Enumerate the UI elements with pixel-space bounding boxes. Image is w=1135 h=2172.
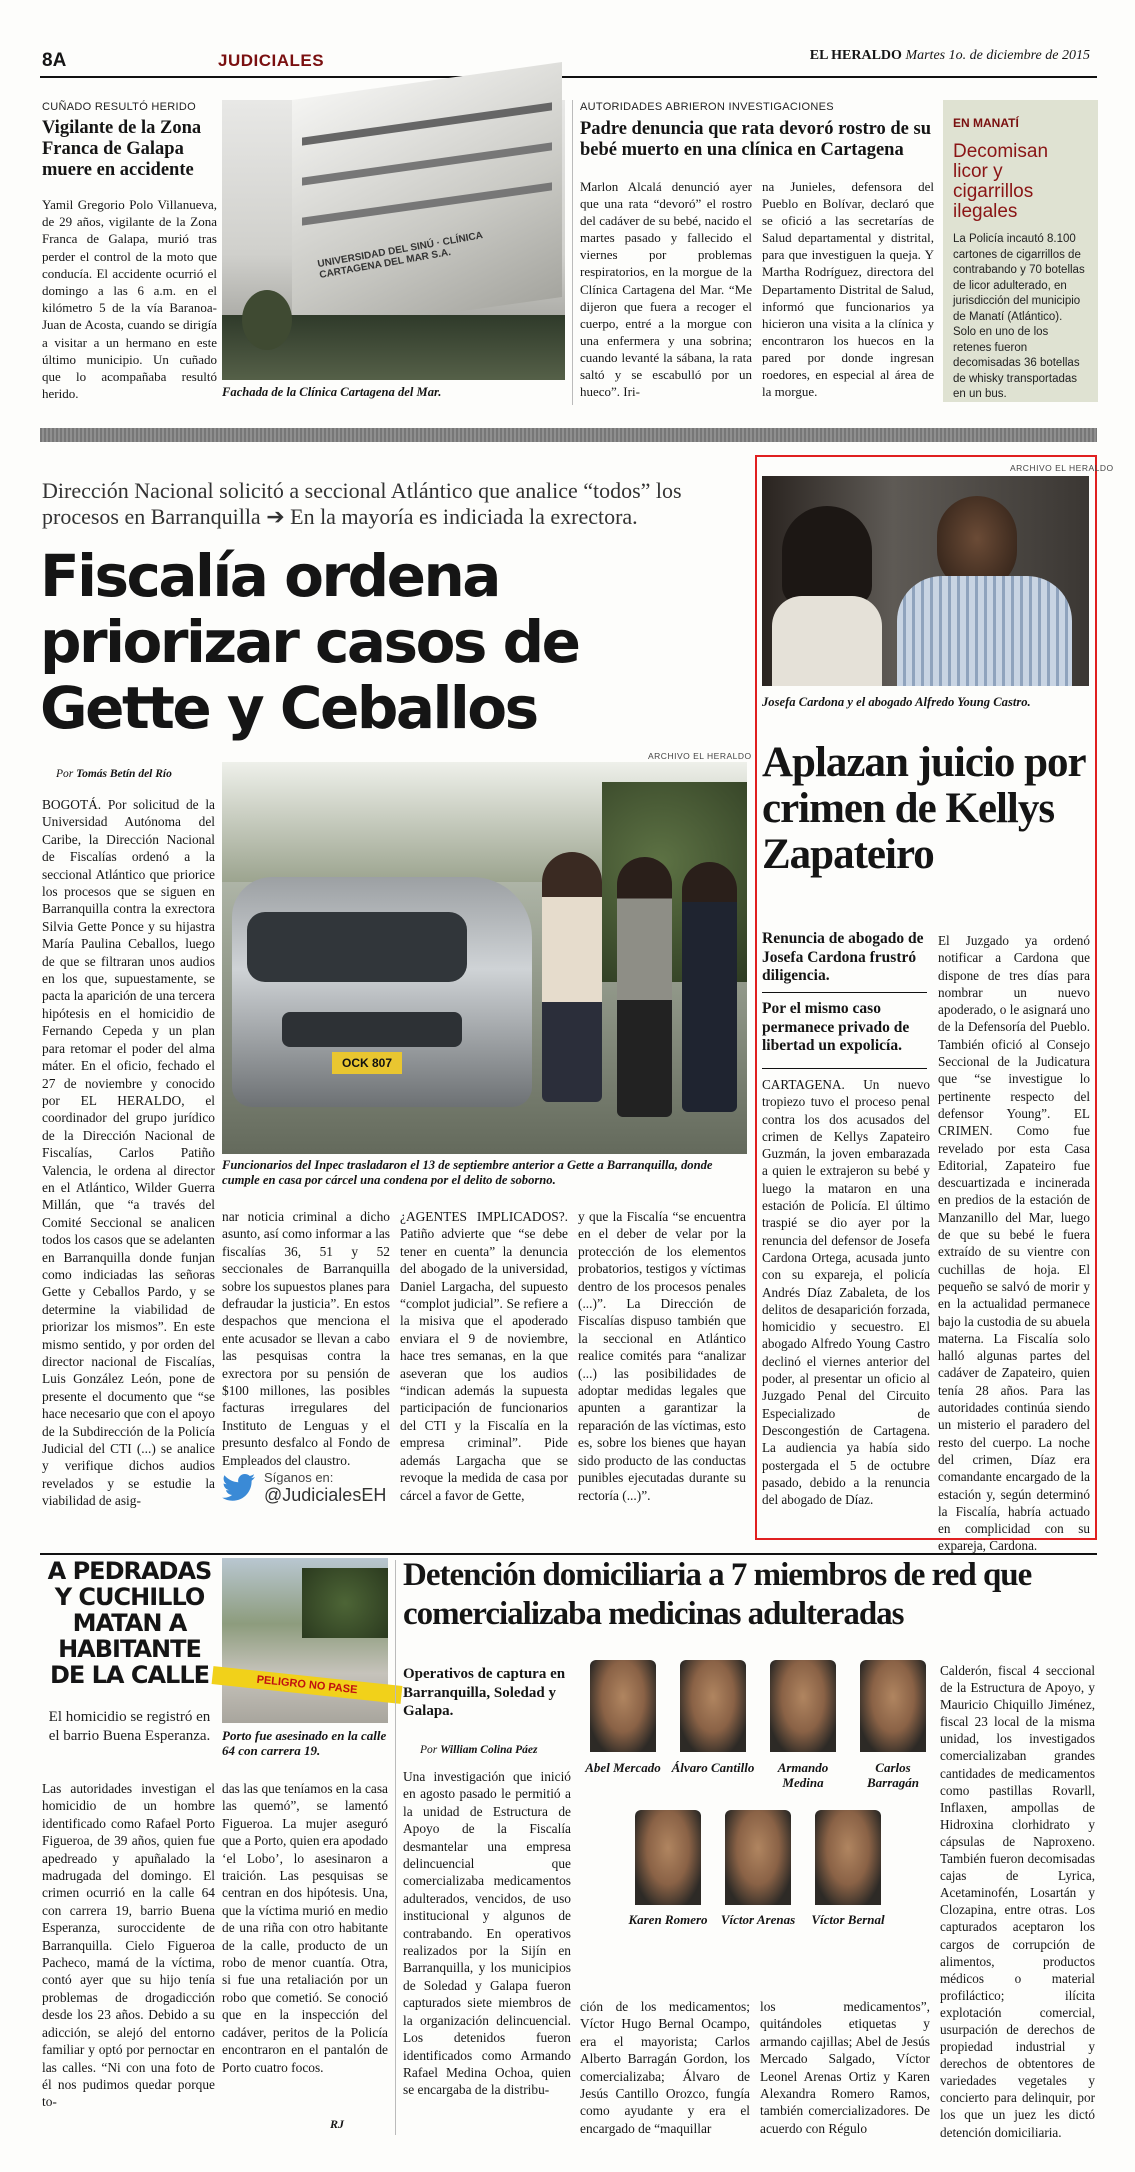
pedradas-headline: A PEDRADAS Y CUCHILLO MATAN A HABITANTE DE LA CALLE [47,1557,212,1689]
main-col2: nar noticia criminal a dicho asunto, así como informar a las fiscalías 36, 51 y 52 seccionales de Barranquilla sobre los supuestos planes para defraudar la justicia”. En estos despachos que menciona el ente acusador se llevan a cabo las pesquisas contra la exrectora por su pensión de $100 millones, las posibles facturas irregulares del Instituto de Lenguas y el presunto desfalco al Fondo de Empleados del claustro. [222,1209,390,1468]
sidebar-col1: CARTAGENA. Un nuevo tropiezo tuvo el proceso penal contra los dos acusados del crimen de Kellys Zapateiro Guzmán, la joven embarazada a quien le extrajeron su bebé y luego la mataron en una estación de Policía. El último traspié se dio ayer por la renuncia del defensor de Josefa Cardona Ortega, acusada junto con su expareja, el policía Andrés Díaz Zabaleta, de los delitos de desaparición forzada, homicidio y secuestro. El abogado Alfredo Young Castro declinó el viernes anterior del poder, al presentar un oficio al Juzgado Penal del Circuito Especializado de Descongestión de Cartagena. La audiencia ya había sido postergada el 5 de octubre pasado, debido a la renuncia del abogado de Díaz. [762,1077,930,1508]
byline-name: Tomás Betín del Río [76,768,172,780]
detencion-byline-name: William Colina Páez [440,1744,538,1756]
section-name: JUDICIALES [218,51,325,70]
clinic-photo [222,100,565,380]
detencion-col1: Una investigación que inició en agosto pasado le permitió a la unidad de Estructura de Apoyo de la Fiscalía desmantelar una empresa delincuencial que comercializaba medicamentos adulterados, vencidos, de uso institucional y algunos de contrabando. En operativos realizados por la Sijín en Barranquilla, y los municipios de Soledad y Galapa fueron capturados siete miembros de la organización delincuencial. Los detenidos fueron identificados como Armando Rafael Medina Ochoa, quien se encargaba de la distribu- [403,1769,571,2098]
main-deck: Dirección Nacional solicitó a seccional Atlántico que analice “todos” los procesos en Barranquilla ➔ En la mayoría es indiciada la exrectora. [42,478,682,529]
main-byline [56,768,172,780]
social-handle: @JudicialesEH [264,1485,387,1505]
suspect-label-4: Carlos Barragán [866,1760,920,1790]
byline-prefix: Por [56,768,74,780]
detencion-col4: Calderón, fiscal 4 seccional de la Estructura de Apoyo, y Mauricio Chiquillo Jiménez, fiscal 23 local de la misma unidad, los investigados comercializaban grandes cantidades de medicamentos como pastillas Rovarll, Inflaxen, ampollas de Hidroxina clorhidrato y cápsulas de Naproxeno. También fueron decomisadas cajas de Lyrica, Acetaminofén, Losartán y Clozapina, entre otras. Los capturados aceptaron los cargos de corrupción de alimentos, productos médicos o material profiláctico; ilícita explotación comercial, usurpación de derechos de propiedad industrial y derechos de obtentores de variedades vegetales y concierto para delinquir, por los que un juez les dictó detención domiciliaria. [940,1663,1095,2140]
mugshot-carlos-barragan [860,1660,926,1752]
sidebar-caption: Josefa Cardona y el abogado Alfredo Young Castro. [762,695,1031,709]
social-label: Síganos en: [264,1470,334,1485]
pedradas-deck: El homicidio se registró en el barrio Buena Esperanza. [48,1709,211,1744]
twitter-bird-icon [222,1474,256,1502]
sidebar-sub-rule [762,992,927,993]
story2-kicker: AUTORIDADES ABRIERON INVESTIGACIONES [580,101,834,113]
main-col3: ¿AGENTES IMPLICADOS?. Patiño advierte que “se debe tener en cuenta” la denuncia del abogado de la universidad, Daniel Largacha, del supuesto “complot judicial”. Se refiere a la misiva que el apoderado enviara el 9 de noviembre, hace tres semanas, en la que aseveran que los audios “indican además la supuesta participación de funcionarios del CTI y la Fiscalía en la empresa criminal”. Pide además Largacha que se revoque la medida de casa por cárcel a favor de Gette, [400,1209,568,1503]
pedradas-col2: das las que teníamos en la casa las quemó”, se lamentó Figueroa. La mujer aseguró que a Porto, quien era apodado ‘el Lobo’, lo asesinaron a traición. Las pesquisas se centran en dos hipótesis. Una, que la víctima murió en medio de una riña con otro habitante de la calle, producto de un robo de menor cuantía. Otra, si fue una retaliación por un robo que cometió. Se conoció que en la inspección del cadáver, peritos de la Policía encontraron en el pantalón de Porto cuatro focos. [222,1781,388,2075]
main-col4: y que la Fiscalía “se encuentra en el deber de velar por la protección de los elementos probatorios, testigos y víctimas dentro de los procesos penales (...)”. La Dirección de Fiscalías dispuso también que la seccional en Atlántico realice comités para “analizar (...) las posibilidades de adoptar medidas legales que apunten a garantizar la reparación de las víctimas, esto es, sobre los bienes que hayan sido producto de las conductas punibles ejecutadas durante su rectoría (...)”. [578,1209,746,1503]
story1-kicker: CUÑADO RESULTÓ HERIDO [42,101,196,113]
suspect-label-3: Armando Medina [777,1760,829,1790]
manati-box [943,100,1098,402]
divider-2 [395,1560,396,2135]
sidebar-sub1: Renuncia de abogado de Josefa Cardona frustró diligencia. [762,930,924,984]
page-number: 8A [42,50,67,71]
divider-1 [572,100,573,405]
header-rule [40,76,1097,78]
story1-caption: Fachada de la Clínica Cartagena del Mar. [222,385,442,399]
story2-col1: Marlon Alcalá denunció ayer que una rata “devoró” el rostro del cadáver de su bebé, nacido el martes pasado y fallecido el viernes por problemas respiratorios, en la morgue de la Clínica Cartagena del Mar. “Me dijeron que fuera a recoger el cuerpo, entré a la morgue con una enfermera y una sobrina; cuando levanté la sábana, la rata saltó y se escabulló por un hueco”. Iri- [580,179,752,400]
story1-headline: Vigilante de la Zona Franca de Galapa muere en accidente [42,118,202,180]
suspect-label-1: Abel Mercado [585,1760,661,1775]
detencion-col2: ción de los medicamentos; Víctor Hugo Bernal Ocampo, era el mayorista; Carlos Alberto Barragán Gordon, los comercializaba; Álvaro de Jesús Cantillo Orozco, fungía como ayudante y era el encargado de “maquillar [580,1999,750,2136]
clinic-sign: UNIVERSIDAD DEL SINÚ · CLÍNICA CARTAGENA DEL MAR S.A. [316,230,484,281]
detencion-deck: Operativos de captura en Barranquilla, Soledad y Galapa. [403,1666,566,1719]
main-col1: BOGOTÁ. Por solicitud de la Universidad Autónoma del Caribe, la Dirección Nacional de Fiscalías ordenó a la seccional Atlántico que priorice los procesos que se siguen en Barranquilla contra la exrectora Silvia Gette Ponce y su hijastra María Paulina Ceballos, luego de que se filtraran unos audios en los que, supuestamente, se pacta la aparición de una tercera hipótesis en el homicidio de Fernando Cepeda y un plan para retomar el poder del alma máter. En el oficio, fechado el 27 de noviembre y conocido por EL HERALDO, el coordinador del grupo jurídico de la Dirección Nacional de Fiscalías, Carlos Patiño Valencia, le ordena al director en el Atlántico, Wilder Guerra Millán, que “a través del Comité Seccional se analicen todos los casos que se adelanten en Barranquilla donde funjan como indiciadas las señoras Gette y Ceballos Pardo, y se determine la viabilidad de priorizar los mismos”. En este mismo sentido, y por orden del director nacional de Fiscalías, Luis González León, pone de presente el documento que “se hace necesario que con el apoyo de la Subdirección de la Policía Judicial del CTI (...) se analice y verifique dichos audios revelados y se estudie la viabilidad de asig- [42,797,215,1509]
main-photo-credit: ARCHIVO EL HERALDO [648,751,752,761]
main-headline: Fiscalía ordena priorizar casos de Gette y Ceballos [40,542,579,742]
main-caption: Funcionarios del Inpec trasladaron el 13 de septiembre anterior a Gette a Barranquilla, donde cumple en casa por cárcel una condena por el delito de soborno. [222,1158,713,1187]
suspect-label-7: Víctor Bernal [811,1912,885,1927]
detencion-headline: Detención domiciliaria a 7 miembros de red que comercializaba medicinas adulteradas [403,1557,1032,1632]
cardona-photo [762,476,1089,686]
manati-tag: EN MANATÍ [953,116,1019,130]
social-follow[interactable] [222,1468,392,1508]
detencion-col3: los medicamentos”, quitándoles etiquetas y armando cajillas; Abel de Jesús Mercado Salgado, Víctor Leonel Arenas Ortiz y Karen Alexandra Romero Ramos, también comercializadores. De acuerdo con Régulo [760,1999,930,2136]
detencion-byline-prefix: Por [420,1744,438,1756]
sidebar-col2: El Juzgado ya ordenó notificar a Cardona que dispone de tres días para nombrar un nuevo apoderado, o le asignará uno de la Defensoría del Pueblo. También ofició al Consejo Seccional de la Judicatura que “se investigue lo pertinente respecto del defensor Young”. EL CRIMEN. Como fue revelado por esta Casa Editorial, Zapateiro fue descuartizada e incinerada en predios de la estación de Manzanillo del Mar, luego de que su bebé le fuera extraído de su vientre con cuchillas de hoja. El pequeño se salvó de morir y en la actualidad permanece bajo la custodia de su abuela materna. La Fiscalía solo halló algunas partes del cadáver de Zapateiro, quien tenía 28 años. Para las autoridades continúa siendo un misterio el paradero del resto del cuerpo. La noche del crimen, Díaz era comandante encargado de la estación y, según determinó la Fiscalía, habría actuado en complicidad con su expareja, Cardona. [938,933,1090,1554]
pedradas-caption: Porto fue asesinado en la calle 64 con carrera 19. [222,1728,387,1758]
suspect-label-2: Álvaro Cantillo [671,1760,755,1775]
license-plate: OCK 807 [332,1052,402,1074]
crime-scene-photo [222,1558,388,1723]
mugshot-victor-bernal [815,1810,881,1905]
pedradas-signature: RJ [330,2117,345,2131]
suspect-label-6: Víctor Arenas [720,1912,796,1927]
detencion-byline [420,1744,537,1756]
paper-name: EL HERALDO [809,48,902,63]
sidebar-sub2: Por el mismo caso permanece privado de libertad un expolicía. [762,1000,910,1054]
manati-headline: Decomisan licor y cigarrillos ilegales [953,141,1049,222]
story2-col2: na Junieles, defensora del Pueblo en Bolívar, declaró que se ofició a las secretarías de Salud departamental y distrital, para que investiguen la queja. Y Martha Rodríguez, directora del Departamento Distrital de Salud, informó que funcionarios ya hicieron una visita a la clínica y encontraron los huecos en la pared por donde ingresan roedores, en especial al área de la morgue. [762,179,934,400]
pedradas-col1: Las autoridades investigan el homicidio de un hombre identificado como Rafael Porto Figueroa, de 39 años, quien fue apedreado y apuñalado la madrugada del domingo. El crimen ocurrió en la calle 64 con carrera 19, barrio Buena Esperanza, suroccidente de Barranquilla. Cielo Figueroa Pacheco, mamá de la víctima, contó ayer que su hijo tenía problemas de drogadicción desde los 23 años. Debido a su adicción, se alejó del entorno familiar y optó por pernoctar en las calles. “Ni con una foto de él nos pudimos quedar porque to- [42,1781,215,2110]
suspects-grid [580,1660,935,1990]
inpec-photo [222,762,747,1154]
police-tape: PELIGRO NO PASE [212,1666,403,1704]
masthead-date [810,48,1090,64]
mugshot-armando-medina [770,1660,836,1752]
story1-body: Yamil Gregorio Polo Villanueva, de 29 años, vigilante de la Zona Franca de Galapa, murió tras perder el control de la moto que conducía. El accidente ocurrió el domingo a las 6 a.m. en el kilómetro 5 de la vía Baranoa-Juan de Acosta, cuando se dirigía a visitar a un hermano en este último municipio. Un cuñado que lo acompañaba resultó herido. [42,197,217,402]
lower-rule [40,1553,1097,1555]
sidebar-sub-rule-2 [762,1068,927,1069]
section-band [40,428,1097,442]
date-text: Martes 1o. de diciembre de 2015 [905,48,1090,63]
mugshot-alvaro-cantillo [680,1660,746,1752]
story2-headline: Padre denuncia que rata devoró rostro de su bebé muerto en una clínica en Cartagena [580,119,931,160]
mugshot-karen-romero [635,1810,701,1905]
manati-body: La Policía incautó 8.100 cartones de cigarrillos de contrabando y 70 botellas de licor adulterado, en jurisdicción del municipio de Manatí (Atlántico). Solo en uno de los retenes fueron decomisadas 36 botellas de whisky transportadas en un bus. [953,233,1085,400]
suspect-label-5: Karen Romero [628,1912,708,1927]
sidebar-photo-credit: ARCHIVO EL HERALDO [1010,463,1114,473]
mugshot-victor-arenas [725,1810,791,1905]
sidebar-headline: Aplazan juicio por crimen de Kellys Zapateiro [762,739,1085,878]
mugshot-abel-mercado [590,1660,656,1752]
